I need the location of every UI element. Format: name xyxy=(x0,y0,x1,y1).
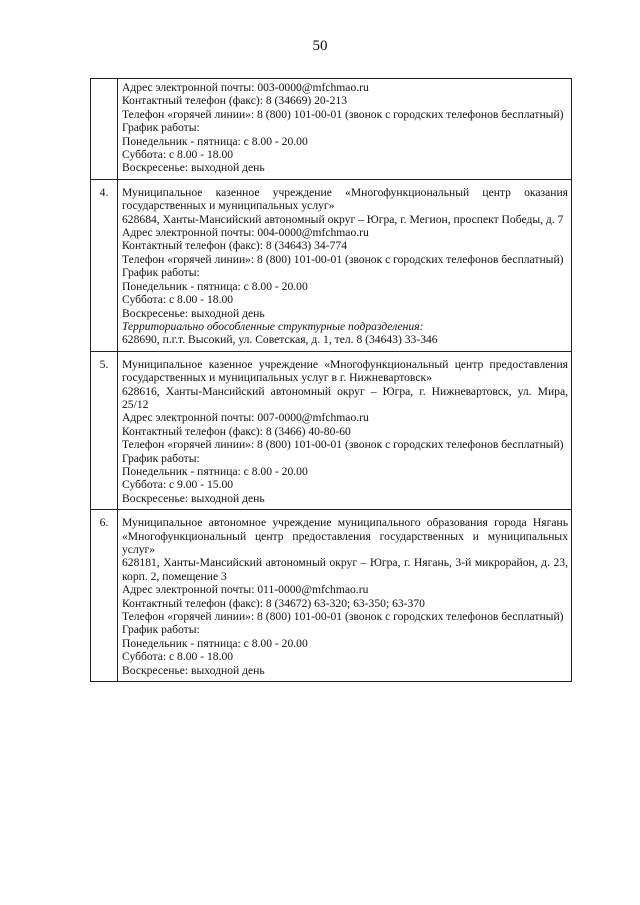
saturday-hours: Суббота: с 8.00 - 18.00 xyxy=(122,293,234,307)
weekday-hours: Понедельник - пятница: с 8.00 - 20.00 xyxy=(122,134,308,148)
mfc-offices-table xyxy=(90,78,572,682)
address-line: 628684, Ханты-Мансийский автономный округ – Югра, г. Мегион, проспект Победы, д. 7 xyxy=(122,212,564,226)
office-details xyxy=(118,510,572,682)
sunday-hours: Воскресенье: выходной день xyxy=(122,306,265,320)
sunday-hours: Воскресенье: выходной день xyxy=(122,663,265,677)
schedule-heading: График работы: xyxy=(122,623,200,637)
row-number: 6. xyxy=(91,510,118,682)
hotline-line: Телефон «горячей линии»: 8 (800) 101-00-01 (звонок с городских телефонов бесплатный) xyxy=(122,252,564,266)
hotline-line: Телефон «горячей линии»: 8 (800) 101-00-01 (звонок с городских телефонов бесплатный) xyxy=(122,107,564,121)
saturday-hours: Суббота: с 9.00 - 15.00 xyxy=(122,478,234,492)
row-number: 5. xyxy=(91,351,118,509)
email-line: Адрес электронной почты: 007-0000@mfchmao.ru xyxy=(122,411,369,425)
page-number: 50 xyxy=(312,38,328,54)
weekday-hours: Понедельник - пятница: с 8.00 - 20.00 xyxy=(122,636,308,650)
row-number xyxy=(91,79,118,180)
email-line: Адрес электронной почты: 011-0000@mfchmao.ru xyxy=(122,583,369,597)
address-line: 628181, Ханты-Мансийский автономный округ – Югра, г. Нягань, 3-й микрорайон, д. 23, корп. 2, помещение 3 xyxy=(122,556,568,583)
address-line: 628616, Ханты-Мансийский автономный округ – Югра, г. Нижневартовск, ул. Мира, 25/12 xyxy=(122,384,568,411)
saturday-hours: Суббота: с 8.00 - 18.00 xyxy=(122,148,234,162)
phone-line: Контактный телефон (факс): 8 (34669) 20-213 xyxy=(122,94,347,108)
email-line: Адрес электронной почты: 004-0000@mfchmao.ru xyxy=(122,226,369,240)
table-row-4 xyxy=(91,179,572,351)
office-details xyxy=(118,79,572,180)
office-details xyxy=(118,179,572,351)
table-row-continued xyxy=(91,79,572,180)
weekday-hours: Понедельник - пятница: с 8.00 - 20.00 xyxy=(122,464,308,478)
saturday-hours: Суббота: с 8.00 - 18.00 xyxy=(122,650,234,664)
schedule-heading: График работы: xyxy=(122,451,200,465)
subdivision-address: 628690, п.г.т. Высокий, ул. Советская, д. 1, тел. 8 (34643) 33-346 xyxy=(122,333,438,347)
phone-line: Контактный телефон (факс): 8 (3466) 40-80-60 xyxy=(122,424,351,438)
institution-name: Муниципальное казенное учреждение «Многофункциональный центр предоставления государственных и муниципальных услуг в г. Нижневартовск» xyxy=(122,357,568,385)
schedule-heading: График работы: xyxy=(122,266,200,280)
schedule-heading: График работы: xyxy=(122,121,200,135)
email-line: Адрес электронной почты: 003-0000@mfchmao.ru xyxy=(122,81,369,94)
phone-line: Контактный телефон (факс): 8 (34672) 63-320; 63-350; 63-370 xyxy=(122,596,425,610)
institution-name: Муниципальное казенное учреждение «Многофункциональный центр оказания государственных и муниципальных услуг» xyxy=(122,185,568,213)
table-row-5 xyxy=(91,351,572,509)
institution-name: Муниципальное автономное учреждение муниципального образования города Нягань «Многофункциональный центр предоставления государственных и муниципальных услуг» xyxy=(122,516,568,556)
weekday-hours: Понедельник - пятница: с 8.00 - 20.00 xyxy=(122,279,308,293)
office-details xyxy=(118,351,572,509)
subdivisions-heading: Территориально обособленные структурные подразделения: xyxy=(122,319,424,333)
sunday-hours: Воскресенье: выходной день xyxy=(122,491,265,505)
hotline-line: Телефон «горячей линии»: 8 (800) 101-00-01 (звонок с городских телефонов бесплатный) xyxy=(122,610,564,624)
hotline-line: Телефон «горячей линии»: 8 (800) 101-00-01 (звонок с городских телефонов бесплатный) xyxy=(122,438,564,452)
sunday-hours: Воскресенье: выходной день xyxy=(122,161,265,175)
row-number: 4. xyxy=(91,179,118,351)
table-row-6 xyxy=(91,510,572,682)
phone-line: Контактный телефон (факс): 8 (34643) 34-774 xyxy=(122,239,347,253)
